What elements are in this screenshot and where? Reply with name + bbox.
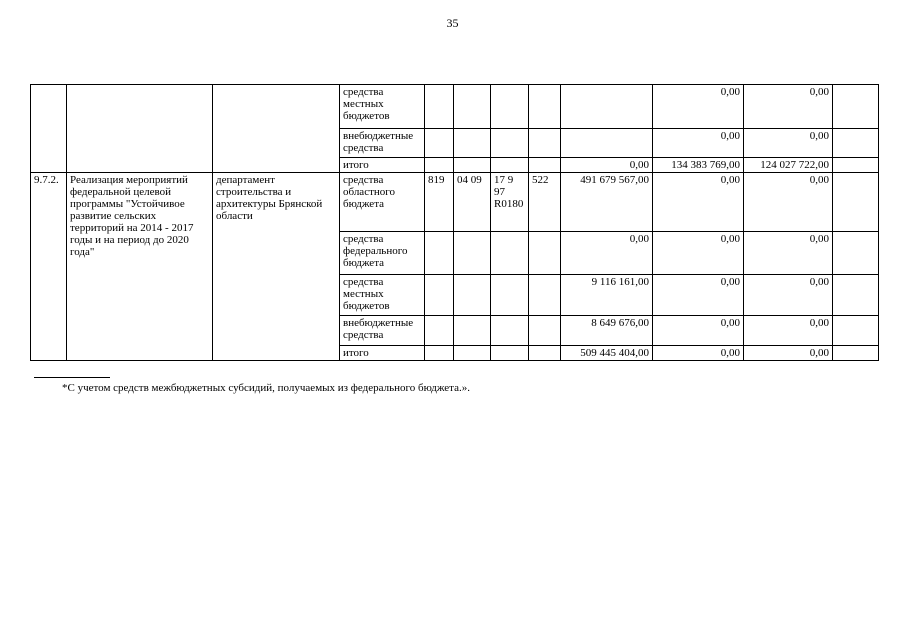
amount-2018: 0,00 (653, 232, 744, 275)
funding-source: средства местных бюджетов (340, 275, 425, 316)
item-name: Реализация мероприятий федеральной целевой программы "Устойчивое развитие сельских территорий на 2014 - 2017 годы и на период до 2020 года" (67, 173, 213, 361)
funding-source: средства федерального бюджета (340, 232, 425, 275)
table-row (31, 173, 879, 232)
rzpr-code: 04 09 (454, 173, 491, 232)
amount-2018: 0,00 (653, 85, 744, 129)
amount-2017: 509 445 404,00 (561, 346, 653, 361)
budget-table (30, 84, 879, 361)
amount-2019: 0,00 (744, 275, 833, 316)
amount-2019: 0,00 (744, 316, 833, 346)
amount-2019: 0,00 (744, 173, 833, 232)
funding-source: средства областного бюджета (340, 173, 425, 232)
amount-2018: 134 383 769,00 (653, 158, 744, 173)
amount-2017: 0,00 (561, 232, 653, 275)
item-number: 9.7.2. (31, 173, 67, 361)
amount-2018: 0,00 (653, 316, 744, 346)
amount-2019: 0,00 (744, 129, 833, 158)
amount-2019: 124 027 722,00 (744, 158, 833, 173)
amount-2018: 0,00 (653, 173, 744, 232)
footnote: *С учетом средств межбюджетных субсидий, получаемых из федерального бюджета.». (62, 382, 470, 394)
item-executor: департамент строительства и архитектуры Брянской области (213, 173, 340, 361)
amount-2019: 0,00 (744, 346, 833, 361)
funding-source: итого (340, 346, 425, 361)
csr-code: 17 9 97 R0180 (491, 173, 529, 232)
table-row (31, 85, 879, 129)
amount-2017: 0,00 (561, 158, 653, 173)
amount-2019: 0,00 (744, 85, 833, 129)
funding-source: внебюджетные средства (340, 316, 425, 346)
page-number: 35 (446, 16, 459, 30)
amount-2017: 491 679 567,00 (561, 173, 653, 232)
amount-2018: 0,00 (653, 346, 744, 361)
amount-2018: 0,00 (653, 129, 744, 158)
funding-source: средства местных бюджетов (340, 85, 425, 129)
funding-source: итого (340, 158, 425, 173)
funding-source: внебюджетные средства (340, 129, 425, 158)
footnote-separator (34, 377, 110, 378)
amount-2017: 8 649 676,00 (561, 316, 653, 346)
amount-2017: 9 116 161,00 (561, 275, 653, 316)
vr-code: 522 (529, 173, 561, 232)
amount-2019: 0,00 (744, 232, 833, 275)
amount-2018: 0,00 (653, 275, 744, 316)
grbs-code: 819 (425, 173, 454, 232)
